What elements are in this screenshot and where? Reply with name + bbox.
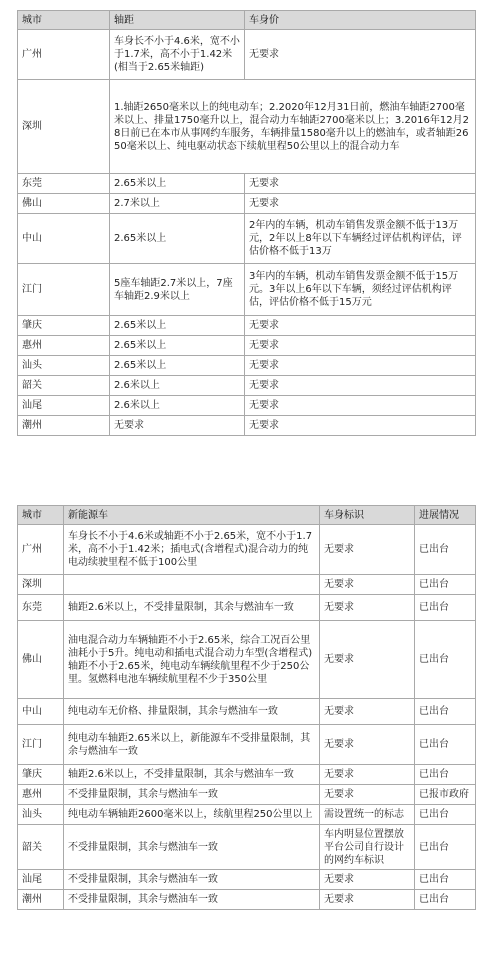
cell-city: 佛山 [18,194,110,214]
cell-city: 韶关 [18,825,64,870]
cell-city: 东莞 [18,174,110,194]
cell-price: 无要求 [245,396,476,416]
cell-progress: 已出台 [415,765,476,785]
table-row [18,525,476,575]
table-header-row [18,506,476,525]
cell-city: 广州 [18,525,64,575]
table-row [18,785,476,805]
cell-progress: 已出台 [415,890,476,910]
cell-city: 佛山 [18,621,64,699]
cell-new-energy: 车身长不小于4.6米或轴距不小于2.65米，宽不小于1.7米，高不小于1.42米；插电式(含增程式)混合动力的纯电动续驶里程不低于100公里 [64,525,320,575]
new-energy-table [17,505,476,910]
header-city: 城市 [18,506,64,525]
header-price: 车身价 [245,11,476,30]
cell-price: 3年内的车辆，机动车销售发票金额不低于15万元。3年以上6年以下车辆，须经过评估机构评估，评估价格不低于15万元 [245,264,476,316]
table-row [18,174,476,194]
table-row [18,376,476,396]
table-row [18,80,476,174]
cell-city: 肇庆 [18,316,110,336]
cell-price: 无要求 [245,376,476,396]
cell-price: 无要求 [245,416,476,436]
header-new-energy: 新能源车 [64,506,320,525]
cell-body-mark: 车内明显位置摆放平台公司自行设计的网约车标识 [320,825,415,870]
cell-price: 无要求 [245,194,476,214]
cell-city: 东莞 [18,595,64,621]
cell-progress: 已报市政府 [415,785,476,805]
table-row [18,595,476,621]
table-row [18,890,476,910]
cell-new-energy: 不受排量限制，其余与燃油车一致 [64,890,320,910]
table-row [18,416,476,436]
cell-price: 无要求 [245,174,476,194]
cell-new-energy: 轴距2.6米以上，不受排量限制，其余与燃油车一致 [64,765,320,785]
cell-wheelbase: 2.6米以上 [110,396,245,416]
table-row [18,316,476,336]
cell-price: 无要求 [245,316,476,336]
cell-progress: 已出台 [415,525,476,575]
cell-body-mark: 无要求 [320,870,415,890]
cell-progress: 已出台 [415,699,476,725]
cell-city: 汕尾 [18,396,110,416]
cell-city: 中山 [18,699,64,725]
cell-city: 汕头 [18,356,110,376]
cell-city: 中山 [18,214,110,264]
cell-new-energy: 纯电动车轴距2.65米以上，新能源车不受排量限制，其余与燃油车一致 [64,725,320,765]
cell-city: 深圳 [18,80,110,174]
table-row [18,194,476,214]
cell-city: 江门 [18,725,64,765]
cell-wheelbase: 1.轴距2650毫米以上的纯电动车；2.2020年12月31日前，燃油车轴距2700毫米以上、排量1750毫升以上，混合动力车轴距2700毫米以上；3.2016年12月28日前已在本市从事网约车服务，车辆排量1580毫升以上的燃油车，或者轴距2650毫米以上、纯电驱动状态下续航里程50公里以上的混合动力车 [110,80,476,174]
table-row [18,264,476,316]
cell-new-energy: 纯电动车辆轴距2600毫米以上，续航里程250公里以上 [64,805,320,825]
cell-price: 无要求 [245,336,476,356]
cell-city: 肇庆 [18,765,64,785]
table-row [18,575,476,595]
cell-new-energy [64,575,320,595]
cell-wheelbase: 2.65米以上 [110,316,245,336]
cell-new-energy: 不受排量限制，其余与燃油车一致 [64,825,320,870]
cell-city: 韶关 [18,376,110,396]
header-city: 城市 [18,11,110,30]
cell-city: 惠州 [18,785,64,805]
cell-body-mark: 无要求 [320,785,415,805]
cell-new-energy: 轴距2.6米以上，不受排量限制，其余与燃油车一致 [64,595,320,621]
wheelbase-price-table [17,10,476,436]
cell-city: 潮州 [18,890,64,910]
table-row [18,396,476,416]
cell-wheelbase: 2.6米以上 [110,376,245,396]
cell-city: 广州 [18,30,110,80]
table-row [18,30,476,80]
cell-progress: 已出台 [415,575,476,595]
cell-wheelbase: 2.65米以上 [110,356,245,376]
cell-wheelbase: 2.65米以上 [110,214,245,264]
table-row [18,825,476,870]
cell-price: 2年内的车辆，机动车销售发票金额不低于13万元，2年以上8年以下车辆经过评估机构评估，评估价格不低于13万 [245,214,476,264]
header-progress: 进展情况 [415,506,476,525]
cell-body-mark: 无要求 [320,621,415,699]
cell-progress: 已出台 [415,805,476,825]
table-row [18,765,476,785]
table-row [18,870,476,890]
cell-body-mark: 无要求 [320,725,415,765]
cell-body-mark: 无要求 [320,890,415,910]
cell-body-mark: 无要求 [320,595,415,621]
cell-wheelbase: 2.65米以上 [110,336,245,356]
cell-wheelbase: 车身长不小于4.6米，宽不小于1.7米，高不小于1.42米(相当于2.65米轴距) [110,30,245,80]
cell-new-energy: 油电混合动力车辆轴距不小于2.65米，综合工况百公里油耗小于5升。纯电动和插电式混合动力车型(含增程式)轴距不小于2.65米，纯电动车辆续航里程不少于250公里。氢燃料电池车辆续航里程不少于350公里 [64,621,320,699]
cell-progress: 已出台 [415,621,476,699]
table-row [18,725,476,765]
cell-wheelbase: 无要求 [110,416,245,436]
cell-new-energy: 纯电动车无价格、排量限制，其余与燃油车一致 [64,699,320,725]
cell-body-mark: 无要求 [320,575,415,595]
table-row [18,214,476,264]
cell-wheelbase: 2.65米以上 [110,174,245,194]
table-row [18,805,476,825]
table-header-row [18,11,476,30]
cell-city: 惠州 [18,336,110,356]
cell-body-mark: 无要求 [320,699,415,725]
cell-city: 潮州 [18,416,110,436]
cell-price: 无要求 [245,356,476,376]
cell-progress: 已出台 [415,870,476,890]
cell-wheelbase: 5座车轴距2.7米以上，7座车轴距2.9米以上 [110,264,245,316]
table-row [18,336,476,356]
cell-body-mark: 无要求 [320,525,415,575]
cell-new-energy: 不受排量限制，其余与燃油车一致 [64,785,320,805]
cell-progress: 已出台 [415,825,476,870]
table-row [18,356,476,376]
cell-body-mark: 无要求 [320,765,415,785]
header-wheelbase: 轴距 [110,11,245,30]
cell-body-mark: 需设置统一的标志 [320,805,415,825]
header-body-mark: 车身标识 [320,506,415,525]
cell-city: 深圳 [18,575,64,595]
cell-new-energy: 不受排量限制，其余与燃油车一致 [64,870,320,890]
table-row [18,699,476,725]
cell-progress: 已出台 [415,725,476,765]
table-row [18,621,476,699]
cell-price: 无要求 [245,30,476,80]
cell-wheelbase: 2.7米以上 [110,194,245,214]
cell-city: 江门 [18,264,110,316]
cell-progress: 已出台 [415,595,476,621]
cell-city: 汕头 [18,805,64,825]
cell-city: 汕尾 [18,870,64,890]
